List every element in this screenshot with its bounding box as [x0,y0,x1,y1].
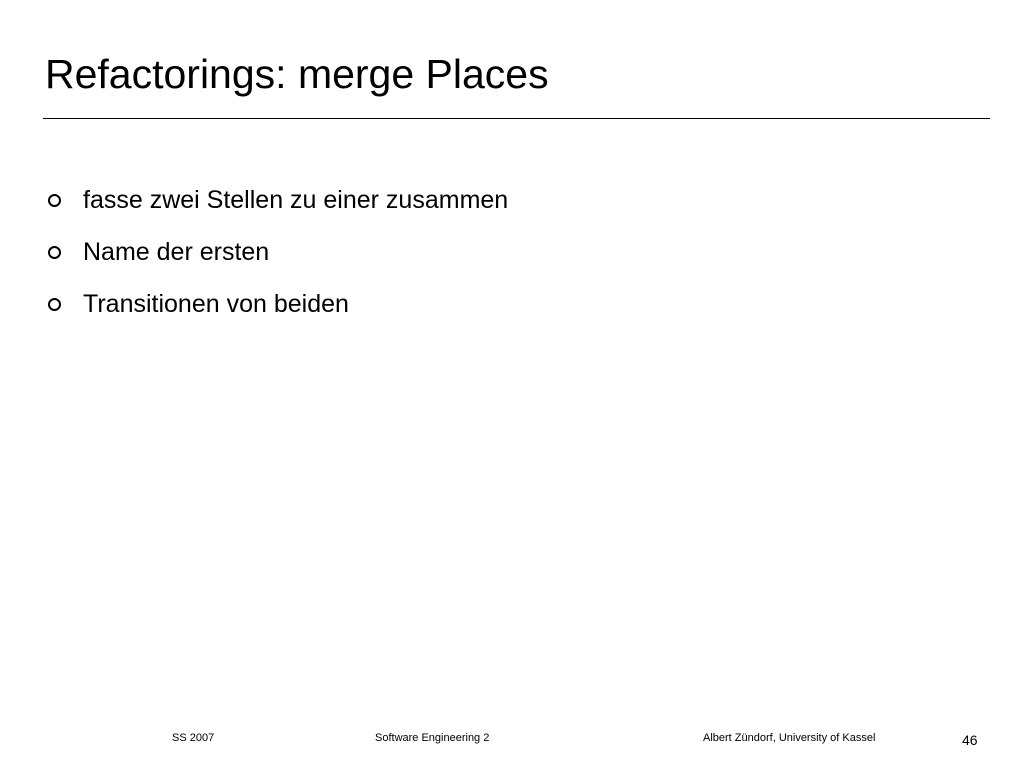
bullet-item [42,278,508,330]
footer-author: Albert Zündorf, University of Kassel [703,732,876,744]
bullet-text: fasse zwei Stellen zu einer zusammen [83,186,509,214]
page-number: 46 [962,732,978,748]
slide-footer [0,727,1024,749]
open-circle-bullet-icon [42,291,68,317]
bullet-text: Transitionen von beiden [83,290,349,318]
bullet-item [42,226,508,278]
bullet-item [42,174,508,226]
bullet-list [42,174,508,330]
slide-title: Refactorings: merge Places [45,51,549,97]
bullet-text: Name der ersten [83,238,270,266]
open-circle-bullet-icon [42,239,68,265]
footer-course-title: Software Engineering 2 [375,732,490,744]
title-divider [43,118,990,119]
footer-semester: SS 2007 [172,732,215,744]
open-circle-bullet-icon [42,187,68,213]
